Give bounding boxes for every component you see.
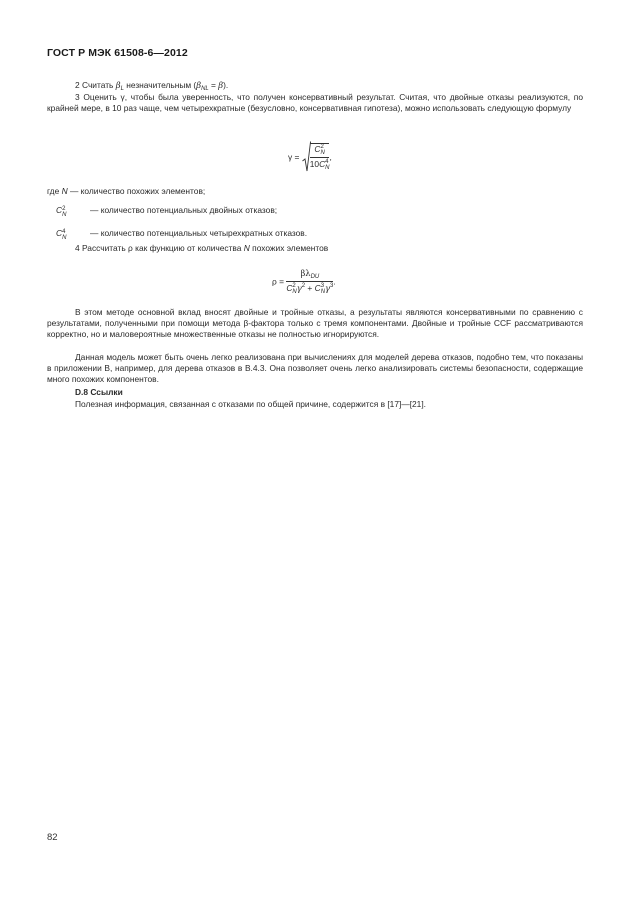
formula-gamma: γ = C 2 N 10C 4 N , bbox=[288, 141, 332, 173]
document-header: ГОСТ Р МЭК 61508-6—2012 bbox=[47, 47, 188, 59]
rho-fraction: $\beta\lambda_{DU}$ C 2 N $\gamma^2 + C$ 3 N $\gamma^3$ bbox=[286, 268, 334, 295]
sqrt-body bbox=[310, 143, 330, 171]
where-n-line: где N — количество похожих элементов; bbox=[47, 186, 206, 196]
formula-rho: ρ = $\beta\lambda_{DU}$ C 2 N $\gamma^2 + C$ 3 N $\gamma^3$ . bbox=[272, 268, 336, 295]
step3-paragraph: 3 Оценить γ, чтобы была уверенность, что получен консервативный результат. Считая, что двойные отказы реализуются, по крайней мере, в 10 раз чаще, чем четырехкратные (безусловно, консервативная гипотеза), можно использовать следующую формулу bbox=[47, 92, 583, 114]
gamma-fraction: C 2 N 10C 4 N bbox=[309, 144, 330, 171]
method-paragraph: В этом методе основной вклад вносят двойные и тройные отказы, а результаты являются консервативными по сравнению с результатами, полученными при помощи метода β-фактора только с тремя компонентами. Двойные и тройные CCF рассматриваются корректно, но и маловероятные множественные отказы не полностью игнорируются. bbox=[47, 307, 583, 340]
where-c4-line: C 4 N — количество потенциальных четырехкратных отказов. bbox=[56, 228, 308, 241]
step4-line: 4 Рассчитать ρ как функцию от количества N похожих элементов bbox=[75, 243, 329, 253]
references-paragraph: Полезная информация, связанная с отказами по общей причине, содержится в [17]—[21]. bbox=[75, 399, 426, 409]
section-heading: D.8 Ссылки bbox=[75, 387, 123, 397]
where-c2-line: C 2 N — количество потенциальных двойных отказов; bbox=[56, 205, 278, 218]
step2-line: 2 Считать $\beta_L$ незначительным $(\beta_{NL} = \beta)$. bbox=[75, 80, 229, 92]
page-number: 82 bbox=[47, 832, 58, 843]
model-paragraph: Данная модель может быть очень легко реализована при вычислениях для моделей дерева отказов, подобно тем, что показаны в приложении B, например, для дерева отказов в B.4.3. Она позволяет очень легко анализировать системы безопасности, содержащие много похожих компонентов. bbox=[47, 352, 583, 385]
